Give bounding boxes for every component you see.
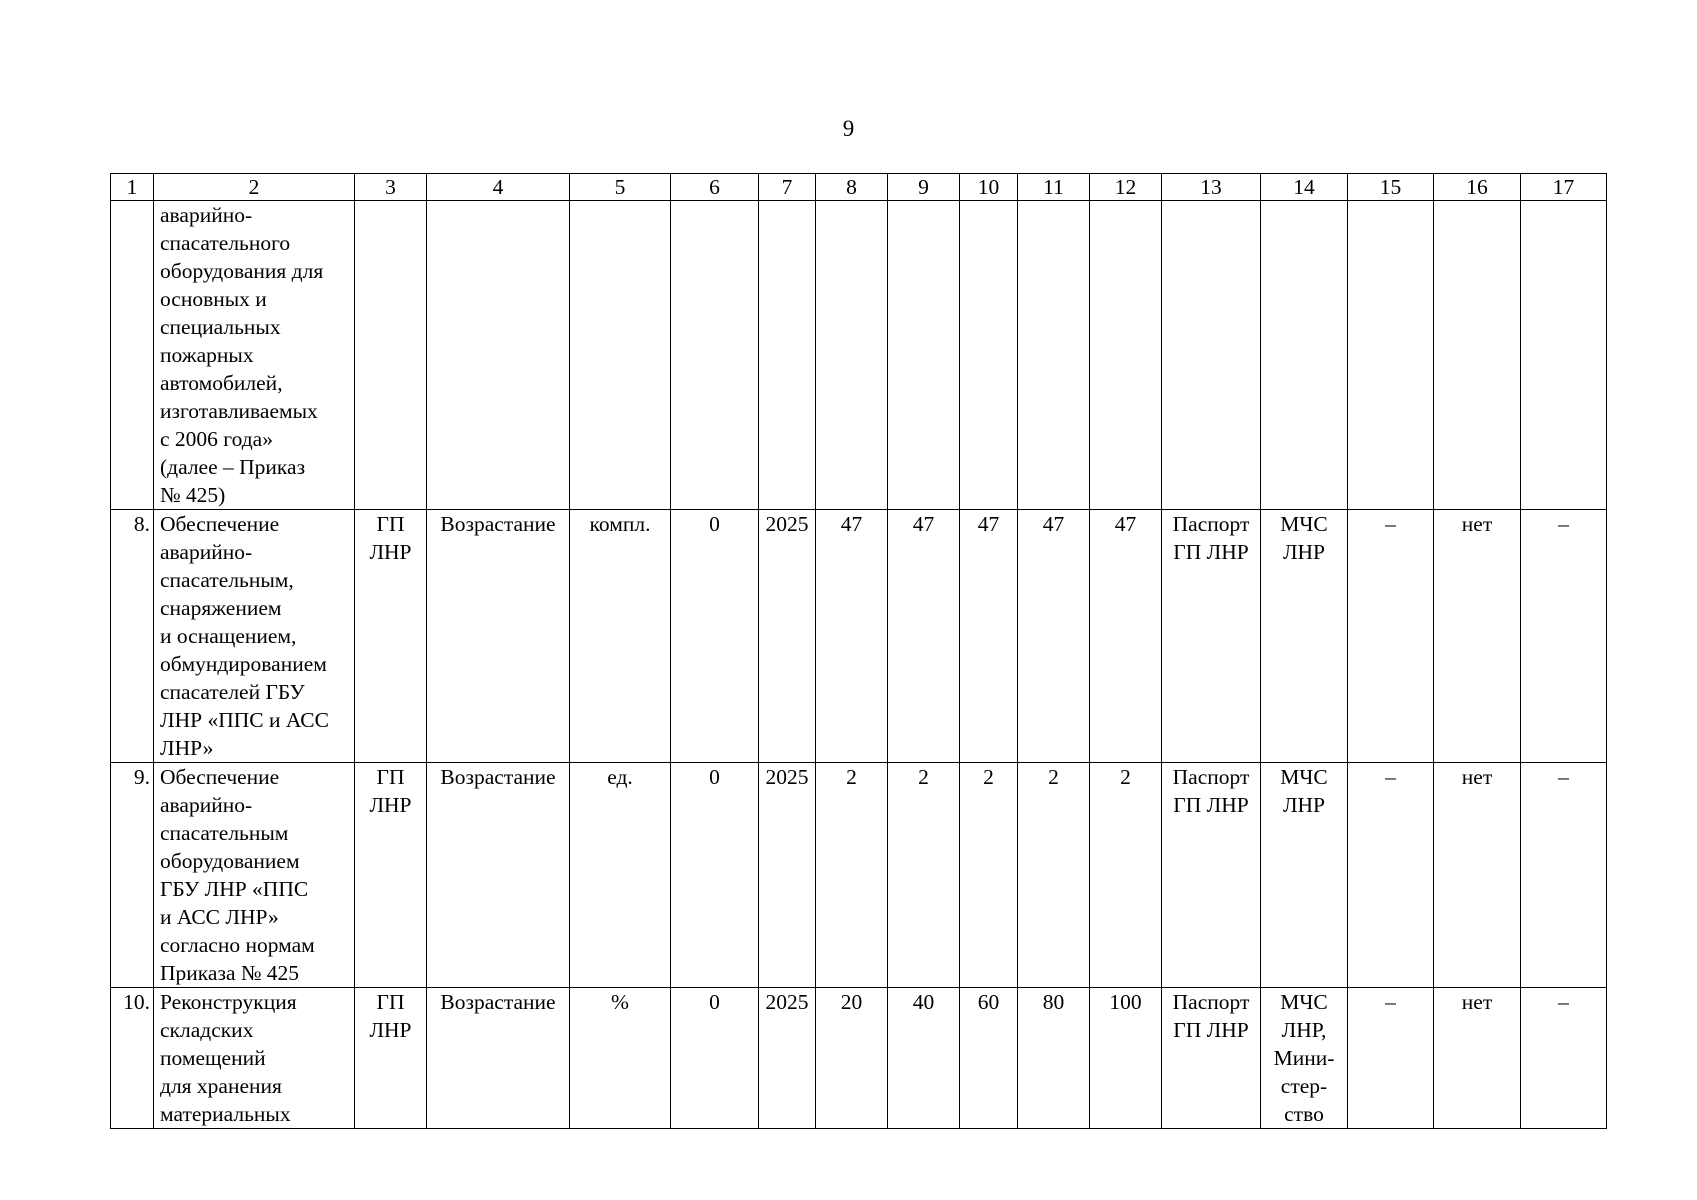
column-number: 8	[816, 174, 888, 201]
row-number: 8.	[111, 510, 154, 763]
value-col-9: 40	[888, 988, 960, 1129]
base-year	[759, 201, 816, 510]
value-col-11	[1018, 201, 1090, 510]
value-col-17: –	[1521, 988, 1607, 1129]
value-col-15: –	[1348, 510, 1434, 763]
value-col-8: 2	[816, 763, 888, 988]
value-col-11: 47	[1018, 510, 1090, 763]
value-col-10: 60	[960, 988, 1018, 1129]
indicator-name: Обеспечение аварийно- спасательным оборудованием ГБУ ЛНР «ППС и АСС ЛНР» согласно нормам Приказа № 425	[154, 763, 355, 988]
value-col-12: 100	[1090, 988, 1162, 1129]
indicator-unit	[570, 201, 671, 510]
column-number: 11	[1018, 174, 1090, 201]
indicator-source: ГП ЛНР	[355, 510, 427, 763]
indicator-name: аварийно- спасательного оборудования для основных и специальных пожарных автомобилей, изготавливаемых с 2006 года» (далее – Приказ № 425)	[154, 201, 355, 510]
indicator-trend: Возрастание	[427, 510, 570, 763]
value-col-15: –	[1348, 763, 1434, 988]
table-row-10	[111, 988, 1607, 1129]
value-col-15: –	[1348, 988, 1434, 1129]
column-number: 5	[570, 174, 671, 201]
base-year: 2025	[759, 988, 816, 1129]
column-number: 12	[1090, 174, 1162, 201]
value-col-17: –	[1521, 510, 1607, 763]
responsible-body: МЧС ЛНР, Мини- стер- ство	[1261, 988, 1348, 1129]
column-number: 16	[1434, 174, 1521, 201]
value-col-17	[1521, 201, 1607, 510]
value-col-11: 80	[1018, 988, 1090, 1129]
value-col-9: 2	[888, 763, 960, 988]
column-number: 15	[1348, 174, 1434, 201]
base-value: 0	[671, 510, 759, 763]
indicator-source: ГП ЛНР	[355, 988, 427, 1129]
row-number: 9.	[111, 763, 154, 988]
page-number: 9	[842, 116, 855, 141]
document-basis: Паспорт ГП ЛНР	[1162, 510, 1261, 763]
value-col-12: 2	[1090, 763, 1162, 988]
indicator-unit: ед.	[570, 763, 671, 988]
value-col-8	[816, 201, 888, 510]
column-number: 9	[888, 174, 960, 201]
value-col-8: 47	[816, 510, 888, 763]
indicator-unit: компл.	[570, 510, 671, 763]
value-col-8: 20	[816, 988, 888, 1129]
value-col-10	[960, 201, 1018, 510]
row-number	[111, 201, 154, 510]
base-value	[671, 201, 759, 510]
column-number: 6	[671, 174, 759, 201]
indicator-trend: Возрастание	[427, 988, 570, 1129]
base-value: 0	[671, 763, 759, 988]
base-year: 2025	[759, 763, 816, 988]
column-number: 2	[154, 174, 355, 201]
value-col-10: 2	[960, 763, 1018, 988]
indicators-table	[110, 173, 1607, 1129]
document-basis: Паспорт ГП ЛНР	[1162, 763, 1261, 988]
document-basis	[1162, 201, 1261, 510]
responsible-body: МЧС ЛНР	[1261, 510, 1348, 763]
column-number: 13	[1162, 174, 1261, 201]
value-col-10: 47	[960, 510, 1018, 763]
indicator-trend	[427, 201, 570, 510]
value-col-16: нет	[1434, 988, 1521, 1129]
value-col-16	[1434, 201, 1521, 510]
column-number: 3	[355, 174, 427, 201]
value-col-9	[888, 201, 960, 510]
value-col-12: 47	[1090, 510, 1162, 763]
indicator-source: ГП ЛНР	[355, 763, 427, 988]
base-value: 0	[671, 988, 759, 1129]
table-row-9	[111, 763, 1607, 988]
value-col-16: нет	[1434, 510, 1521, 763]
value-col-16: нет	[1434, 763, 1521, 988]
indicator-unit: %	[570, 988, 671, 1129]
responsible-body: МЧС ЛНР	[1261, 763, 1348, 988]
column-number: 10	[960, 174, 1018, 201]
document-basis: Паспорт ГП ЛНР	[1162, 988, 1261, 1129]
indicator-source	[355, 201, 427, 510]
base-year: 2025	[759, 510, 816, 763]
value-col-12	[1090, 201, 1162, 510]
table-row-8	[111, 510, 1607, 763]
indicator-name: Обеспечение аварийно- спасательным, снаряжением и оснащением, обмундированием спасателей ГБУ ЛНР «ППС и АСС ЛНР»	[154, 510, 355, 763]
column-number: 17	[1521, 174, 1607, 201]
value-col-11: 2	[1018, 763, 1090, 988]
indicator-name: Реконструкция складских помещений для хранения материальных	[154, 988, 355, 1129]
value-col-17: –	[1521, 763, 1607, 988]
value-col-9: 47	[888, 510, 960, 763]
table-row-continuation	[111, 201, 1607, 510]
column-number: 14	[1261, 174, 1348, 201]
row-number: 10.	[111, 988, 154, 1129]
column-number-header-row	[111, 174, 1607, 201]
column-number: 1	[111, 174, 154, 201]
responsible-body	[1261, 201, 1348, 510]
indicator-trend: Возрастание	[427, 763, 570, 988]
column-number: 4	[427, 174, 570, 201]
column-number: 7	[759, 174, 816, 201]
value-col-15	[1348, 201, 1434, 510]
